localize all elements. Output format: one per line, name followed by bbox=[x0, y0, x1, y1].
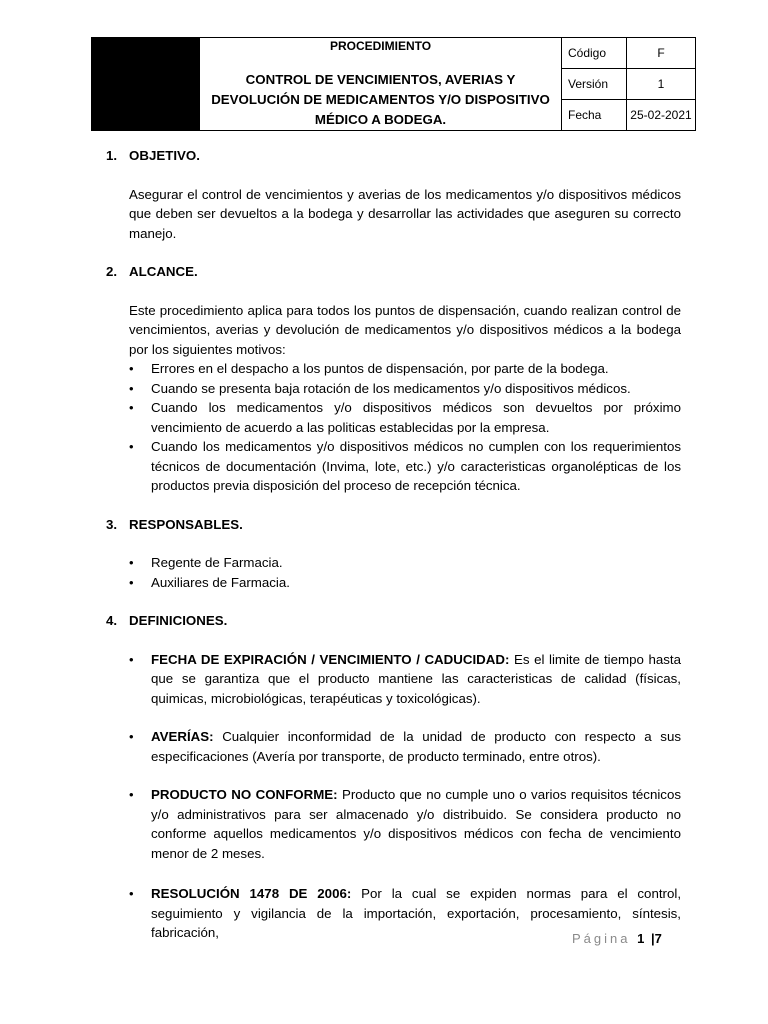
document-body bbox=[106, 146, 681, 943]
date-value: 25-02-2021 bbox=[627, 100, 696, 131]
bullet-list bbox=[129, 359, 681, 496]
version-value: 1 bbox=[627, 69, 696, 100]
definition-list bbox=[129, 650, 681, 943]
bullet-icon: • bbox=[129, 729, 134, 744]
section-paragraph: Asegurar el control de vencimientos y averias de los medicamentos y/o dispositivos médicos que deben ser devueltos a la bodega y desarrollar las actividades que aseguren su correcto manejo. bbox=[129, 186, 681, 241]
section-responsables bbox=[106, 515, 681, 593]
code-label: Código bbox=[562, 38, 627, 69]
definition-item bbox=[129, 785, 681, 863]
bullet-list bbox=[129, 553, 681, 592]
section-number: 3. bbox=[106, 516, 118, 532]
page-word: Página bbox=[572, 931, 631, 946]
definition-text: Producto que no cumple uno o varios requisitos técnicos y/o administrativos para ser almacenado y/o distribuido. Se considera producto no conforme aquellos medicamentos y/o dispositivos médicos con fecha de vencimiento menor de 2 meses. bbox=[151, 787, 681, 861]
section-title: OBJETIVO. bbox=[129, 148, 200, 163]
code-value: F bbox=[627, 38, 696, 69]
title-cell bbox=[200, 38, 562, 131]
section-title: ALCANCE. bbox=[129, 264, 198, 279]
document-header bbox=[91, 37, 696, 131]
version-label: Versión bbox=[562, 69, 627, 100]
bullet-icon: • bbox=[129, 400, 134, 415]
bullet-icon: • bbox=[129, 651, 134, 667]
definition-text: Por la cual se expiden normas para el control, seguimiento y vigilancia de la importación, exportación, procesamiento, síntesis, fabricación, bbox=[151, 886, 682, 940]
total-pages: 7 bbox=[654, 931, 662, 946]
list-item: • Cuando los medicamentos y/o dispositivos médicos no cumplen con los requerimientos técnicos de documentación (Invima, lote, etc.) y/o caracteristicas organolépticas de los productos previa disposición del proceso de recepción técnica. bbox=[129, 439, 681, 493]
logo-block bbox=[92, 38, 200, 131]
section-title: RESPONSABLES. bbox=[129, 516, 243, 532]
date-label: Fecha bbox=[562, 100, 627, 131]
page-separator: | bbox=[650, 931, 655, 946]
bullet-icon: • bbox=[129, 555, 134, 570]
section-title: DEFINICIONES. bbox=[129, 613, 228, 628]
page-number: 1 bbox=[637, 931, 645, 946]
bullet-icon: • bbox=[129, 380, 134, 396]
bullet-icon: • bbox=[129, 886, 134, 901]
definition-text: Cualquier inconformidad de la unidad de producto con respecto a sus especificaciones (Avería por transporte, de producto terminado, entre otros). bbox=[151, 729, 681, 764]
definition-term: RESOLUCIÓN 1478 DE 2006: bbox=[151, 886, 352, 901]
list-item: • Cuando se presenta baja rotación de los medicamentos y/o dispositivos médicos. bbox=[129, 379, 681, 399]
section-number: 4. bbox=[106, 613, 118, 628]
bullet-icon: • bbox=[129, 439, 134, 454]
section-number: 2. bbox=[106, 264, 118, 279]
definition-item bbox=[129, 727, 681, 766]
section-definiciones bbox=[106, 611, 681, 943]
definition-term: AVERÍAS: bbox=[151, 729, 214, 744]
section-objetivo bbox=[106, 146, 681, 243]
list-item: • Cuando los medicamentos y/o dispositivos médicos son devueltos por próximo vencimiento de acuerdo a las politicas establecidas por la empresa. bbox=[129, 400, 681, 435]
procedure-label: PROCEDIMIENTO bbox=[329, 39, 432, 53]
list-item: • Regente de Farmacia. bbox=[129, 553, 681, 573]
definition-term: PRODUCTO NO CONFORME: bbox=[151, 787, 338, 802]
section-number: 1. bbox=[106, 148, 118, 163]
page-footer bbox=[572, 931, 662, 946]
definition-item bbox=[129, 650, 681, 709]
list-item: • Errores en el despacho a los puntos de dispensación, por parte de la bodega. bbox=[129, 359, 681, 379]
bullet-icon: • bbox=[129, 361, 134, 376]
definition-term: FECHA DE EXPIRACIÓN / VENCIMIENTO / CADUCIDAD: bbox=[151, 651, 510, 667]
section-paragraph: Este procedimiento aplica para todos los puntos de dispensación, cuando realizan control de vencimientos, averias y devolución de medicamentos y/o dispositivos médicos a la bodega por los siguientes motivos: bbox=[129, 302, 681, 357]
section-alcance bbox=[106, 262, 681, 496]
list-item: • Auxiliares de Farmacia. bbox=[129, 573, 681, 593]
bullet-icon: • bbox=[129, 787, 134, 802]
bullet-icon: • bbox=[129, 574, 134, 590]
definition-text: Es el limite de tiempo hasta que se garantiza que el producto mantiene las caracteristicas de calidad (físicas, quimicas, microbiológicas, terapéuticas y toxicológicas). bbox=[151, 651, 681, 706]
document-title: CONTROL DE VENCIMIENTOS, AVERIAS Y DEVOLUCIÓN DE MEDICAMENTOS Y/O DISPOSITIVO MÉDICO A BODEGA. bbox=[211, 72, 550, 127]
